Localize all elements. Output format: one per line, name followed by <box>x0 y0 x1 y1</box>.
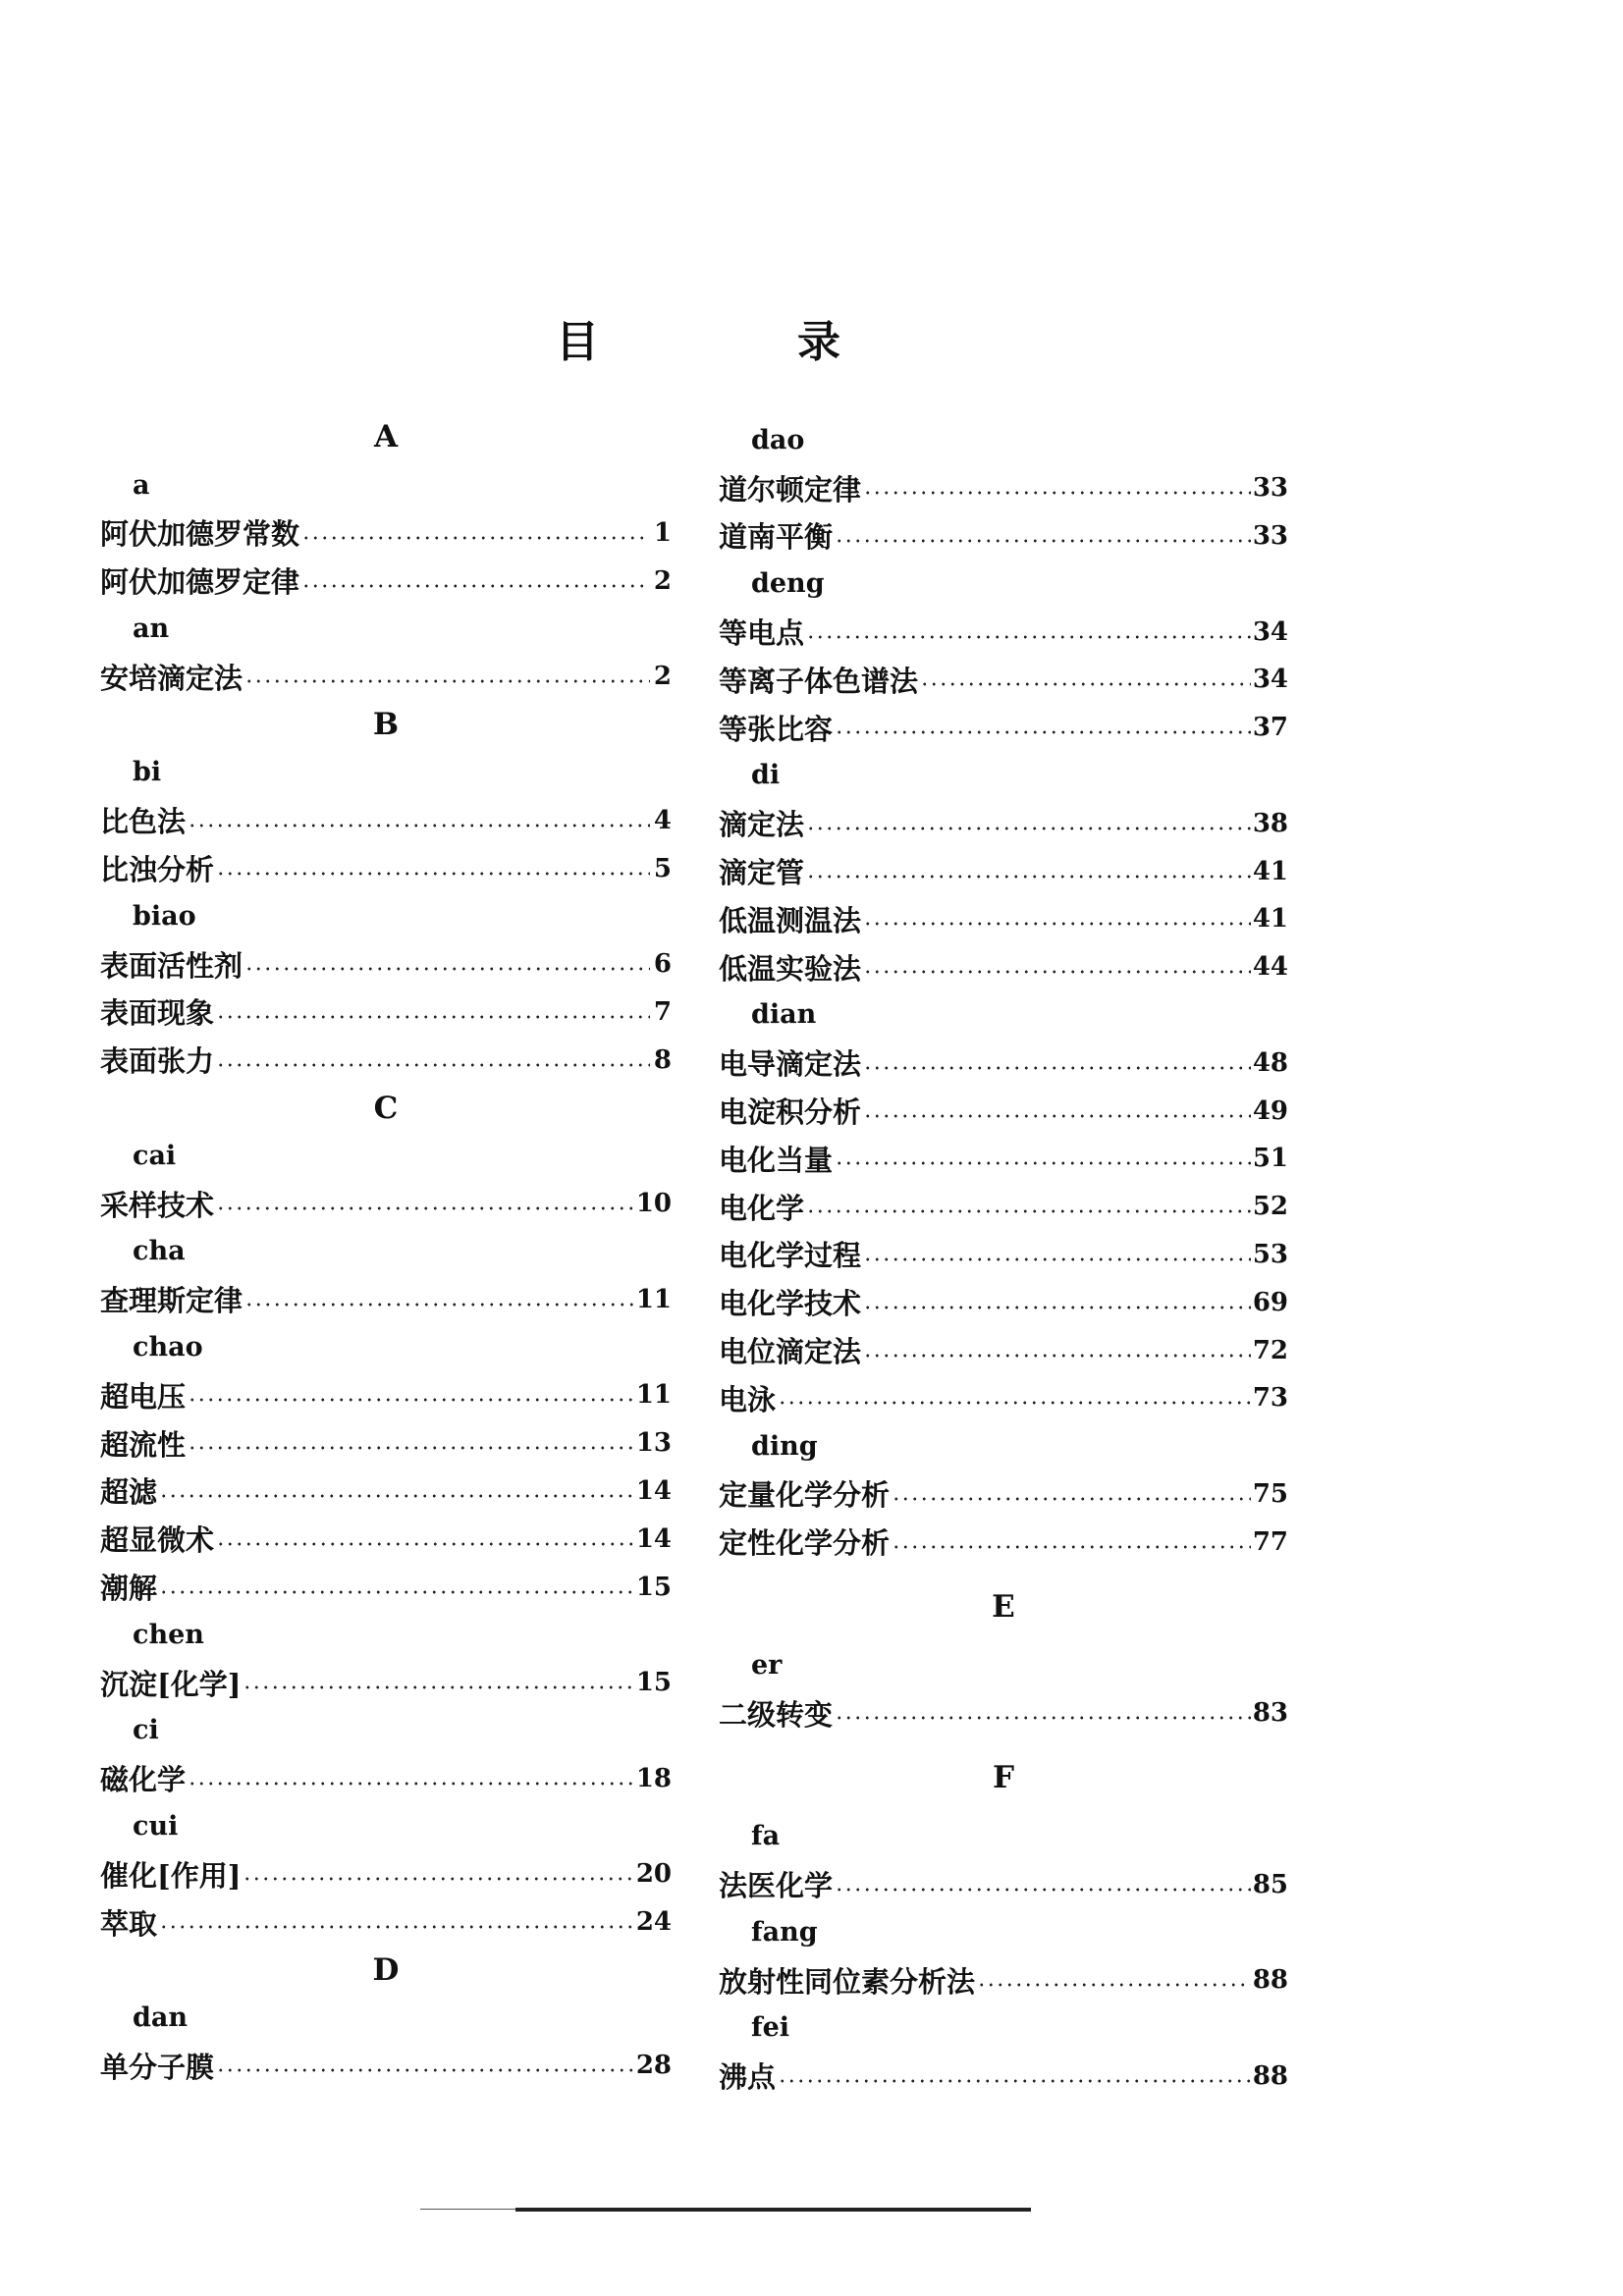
toc-entry[interactable] <box>100 1754 672 1802</box>
toc-entry-title: 定性化学分析 <box>719 1526 891 1561</box>
toc-entry-title: 滴定管 <box>719 856 805 890</box>
toc-entry-page: 7 <box>653 996 672 1027</box>
dot-leader <box>216 1014 650 1020</box>
toc-entry-page: 73 <box>1252 1383 1288 1414</box>
toc-entry[interactable] <box>100 1563 672 1611</box>
dot-leader <box>863 1113 1251 1119</box>
page-title-char-2: 录 <box>797 317 840 367</box>
page-title-char-1: 目 <box>556 317 599 367</box>
section-letter-heading: F <box>992 1759 1014 1795</box>
toc-entry[interactable] <box>100 1180 672 1228</box>
toc-entry[interactable] <box>719 943 1288 991</box>
toc-entry-title: 萃取 <box>100 1906 158 1941</box>
toc-entry-title: 电位滴定法 <box>719 1335 862 1369</box>
toc-entry[interactable] <box>719 1278 1288 1326</box>
pinyin-subheading: a <box>133 469 150 501</box>
toc-entry-page: 14 <box>635 1523 672 1554</box>
toc-entry[interactable] <box>100 1850 672 1898</box>
toc-entry-title: 法医化学 <box>719 1869 834 1902</box>
toc-entry[interactable] <box>719 1183 1288 1231</box>
toc-entry-page: 28 <box>635 2051 672 2081</box>
pinyin-subheading: dian <box>751 999 817 1031</box>
toc-entry-title: 超滤 <box>100 1475 158 1510</box>
pinyin-subheading: an <box>133 614 170 645</box>
toc-entry-page: 8 <box>653 1044 672 1075</box>
toc-entry-page: 44 <box>1252 952 1288 983</box>
toc-entry-page: 2 <box>653 565 672 596</box>
toc-entry-title: 电泳 <box>719 1382 777 1416</box>
pinyin-subheading: fa <box>751 1821 781 1852</box>
toc-entry-title: 电化学过程 <box>719 1239 862 1273</box>
dot-leader <box>920 681 1251 687</box>
pinyin-subheading: er <box>751 1649 783 1681</box>
toc-entry-page: 2 <box>653 662 672 692</box>
toc-entry-page: 69 <box>1252 1287 1288 1317</box>
toc-entry[interactable] <box>100 1898 672 1947</box>
toc-entry[interactable] <box>100 1275 672 1323</box>
toc-entry-page: 41 <box>1252 904 1288 934</box>
dot-leader <box>188 823 650 828</box>
toc-entry-title: 等电点 <box>719 616 805 651</box>
toc-left-column <box>100 413 672 2090</box>
dot-leader <box>863 969 1251 975</box>
toc-entry[interactable] <box>719 656 1288 704</box>
toc-entry-page: 48 <box>1252 1047 1288 1078</box>
dot-leader <box>778 1400 1251 1406</box>
toc-entry[interactable] <box>719 1231 1288 1279</box>
dot-leader <box>977 1982 1251 1988</box>
toc-entry-title: 阿伏加德罗常数 <box>100 517 300 552</box>
toc-entry-page: 75 <box>1252 1478 1288 1509</box>
section-letter-heading: B <box>372 707 400 743</box>
pinyin-subheading: cui <box>133 1811 179 1842</box>
pinyin-subheading: dan <box>133 2002 189 2034</box>
toc-entry-page: 53 <box>1252 1239 1288 1269</box>
dot-leader <box>216 2067 634 2073</box>
toc-entry[interactable] <box>100 988 672 1037</box>
toc-entry-title: 电化学 <box>719 1191 805 1225</box>
pinyin-subheading: cai <box>133 1140 177 1171</box>
toc-entry-title: 比浊分析 <box>100 853 215 887</box>
dot-leader <box>835 1715 1251 1721</box>
toc-entry-title: 定量化学分析 <box>719 1478 891 1513</box>
pinyin-subheading: di <box>751 760 781 791</box>
toc-entry[interactable] <box>100 1371 672 1419</box>
toc-entry[interactable] <box>719 2052 1288 2100</box>
pinyin-subheading: dao <box>751 424 805 455</box>
toc-entry-page: 88 <box>1252 1965 1288 1996</box>
toc-entry-page: 38 <box>1252 808 1288 838</box>
toc-entry[interactable] <box>719 1689 1288 1737</box>
dot-leader <box>159 1924 634 1930</box>
toc-entry-title: 电化学技术 <box>719 1287 862 1321</box>
toc-entry-page: 51 <box>1252 1144 1288 1174</box>
dot-leader <box>159 1493 634 1499</box>
toc-entry-page: 6 <box>653 949 672 980</box>
toc-entry-page: 18 <box>635 1763 672 1793</box>
toc-entry-page: 41 <box>1252 856 1288 886</box>
toc-entry[interactable] <box>719 847 1288 895</box>
toc-entry-page: 15 <box>635 1572 672 1602</box>
dot-leader <box>244 678 650 684</box>
pinyin-subheading: cha <box>133 1236 186 1267</box>
toc-entry[interactable] <box>719 1860 1288 1908</box>
toc-entry[interactable] <box>100 1419 672 1468</box>
toc-entry-title: 查理斯定律 <box>100 1284 243 1318</box>
pinyin-subheading: deng <box>751 568 825 600</box>
footer-rule-thick <box>515 2208 1031 2212</box>
toc-entry-title: 潮解 <box>100 1572 158 1606</box>
toc-entry-page: 13 <box>635 1428 672 1459</box>
toc-entry-title: 沉淀[化学] <box>100 1667 242 1701</box>
pinyin-subheading: fei <box>751 2012 790 2044</box>
toc-entry-title: 放射性同位素分析法 <box>719 1964 976 1999</box>
toc-entry[interactable] <box>719 608 1288 656</box>
toc-entry[interactable] <box>100 2042 672 2090</box>
toc-entry[interactable] <box>719 704 1288 752</box>
toc-entry-title: 催化[作用] <box>100 1858 242 1893</box>
toc-entry-page: 5 <box>653 853 672 883</box>
toc-entry[interactable] <box>100 1036 672 1084</box>
toc-entry-page: 88 <box>1252 2060 1288 2091</box>
dot-leader <box>863 1256 1251 1262</box>
dot-leader <box>778 2078 1251 2084</box>
toc-entry-page: 49 <box>1252 1095 1288 1126</box>
dot-leader <box>188 1397 634 1403</box>
dot-leader <box>159 1589 634 1595</box>
dot-leader <box>892 1544 1251 1550</box>
dot-leader <box>863 490 1251 496</box>
toc-entry-page: 33 <box>1252 473 1288 504</box>
toc-entry-page: 11 <box>635 1380 672 1411</box>
toc-entry[interactable] <box>719 1374 1288 1422</box>
dot-leader <box>863 1353 1251 1359</box>
toc-entry[interactable] <box>719 464 1288 512</box>
dot-leader <box>806 826 1251 831</box>
dot-leader <box>243 1876 633 1882</box>
toc-entry[interactable] <box>719 1039 1288 1087</box>
dot-leader <box>863 1305 1251 1310</box>
toc-entry-title: 低温实验法 <box>719 951 862 986</box>
toc-entry[interactable] <box>719 1087 1288 1135</box>
toc-entry-title: 采样技术 <box>100 1188 215 1222</box>
toc-entry-page: 37 <box>1252 713 1288 743</box>
toc-entry-title: 电导滴定法 <box>719 1047 862 1082</box>
toc-entry-title: 等离子体色谱法 <box>719 664 919 698</box>
toc-entry-title: 沸点 <box>719 2060 777 2095</box>
pinyin-subheading: chen <box>133 1619 204 1650</box>
dot-leader <box>835 1160 1251 1166</box>
toc-entry[interactable] <box>719 1956 1288 2004</box>
toc-entry-page: 83 <box>1252 1698 1288 1729</box>
dot-leader <box>806 1208 1251 1214</box>
toc-entry-page: 24 <box>635 1907 672 1938</box>
toc-entry[interactable] <box>100 653 672 701</box>
pinyin-subheading: bi <box>133 757 162 788</box>
dot-leader <box>835 729 1251 735</box>
toc-entry-page: 15 <box>635 1668 672 1698</box>
toc-entry-title: 表面现象 <box>100 996 215 1031</box>
toc-entry[interactable] <box>100 844 672 892</box>
toc-entry[interactable] <box>100 1659 672 1707</box>
dot-leader <box>301 583 650 589</box>
toc-entry-title: 二级转变 <box>719 1697 834 1732</box>
dot-leader <box>835 1887 1251 1893</box>
toc-entry[interactable] <box>719 1518 1288 1566</box>
dot-leader <box>863 921 1251 927</box>
dot-leader <box>216 871 650 877</box>
toc-entry[interactable] <box>719 799 1288 847</box>
toc-entry-title: 表面活性剂 <box>100 948 243 983</box>
toc-entry[interactable] <box>100 1515 672 1563</box>
toc-entry-page: 11 <box>635 1284 672 1314</box>
toc-entry-title: 滴定法 <box>719 808 805 842</box>
toc-entry-page: 77 <box>1252 1526 1288 1557</box>
dot-leader <box>216 1062 650 1068</box>
dot-leader <box>216 1205 634 1211</box>
toc-entry[interactable] <box>100 940 672 988</box>
toc-entry-page: 14 <box>635 1475 672 1506</box>
section-letter-heading: E <box>992 1588 1015 1625</box>
toc-entry-title: 超流性 <box>100 1427 187 1462</box>
pinyin-subheading: biao <box>133 900 196 932</box>
pinyin-subheading: fang <box>751 1916 818 1948</box>
dot-leader <box>892 1496 1251 1502</box>
toc-entry-page: 34 <box>1252 665 1288 695</box>
toc-entry[interactable] <box>100 796 672 844</box>
toc-entry-page: 33 <box>1252 520 1288 551</box>
toc-entry-title: 超电压 <box>100 1379 187 1414</box>
toc-entry[interactable] <box>719 1470 1288 1519</box>
toc-entry[interactable] <box>719 895 1288 943</box>
toc-entry-title: 安培滴定法 <box>100 661 243 695</box>
pinyin-subheading: ci <box>133 1715 159 1746</box>
toc-right-column <box>719 416 1288 2100</box>
toc-entry[interactable] <box>100 509 672 558</box>
dot-leader <box>301 535 650 541</box>
toc-entry-title: 低温测温法 <box>719 903 862 937</box>
toc-entry-title: 等张比容 <box>719 712 834 746</box>
section-letter-heading: C <box>373 1090 399 1126</box>
toc-entry-page: 34 <box>1252 616 1288 647</box>
toc-entry-title: 道南平衡 <box>719 520 834 555</box>
dot-leader <box>188 1445 634 1451</box>
dot-leader <box>806 874 1251 880</box>
toc-entry-title: 磁化学 <box>100 1763 187 1797</box>
toc-entry-title: 电化当量 <box>719 1143 834 1177</box>
toc-entry[interactable] <box>100 557 672 605</box>
toc-entry-title: 超显微术 <box>100 1523 215 1558</box>
toc-entry-title: 比色法 <box>100 805 187 839</box>
dot-leader <box>806 634 1251 640</box>
toc-entry-title: 阿伏加德罗定律 <box>100 565 300 600</box>
pinyin-subheading: chao <box>133 1332 203 1363</box>
toc-entry-page: 72 <box>1252 1335 1288 1365</box>
toc-entry-page: 4 <box>653 805 672 835</box>
dot-leader <box>835 538 1251 544</box>
dot-leader <box>188 1781 634 1787</box>
dot-leader <box>863 1065 1251 1071</box>
toc-entry[interactable] <box>719 512 1288 561</box>
section-letter-heading: D <box>372 1951 400 1988</box>
dot-leader <box>243 1684 633 1690</box>
toc-entry[interactable] <box>719 1135 1288 1183</box>
toc-entry-page: 85 <box>1252 1869 1288 1899</box>
toc-entry-title: 电淀积分析 <box>719 1095 862 1130</box>
toc-entry-page: 20 <box>635 1859 672 1890</box>
pinyin-subheading: ding <box>751 1430 818 1462</box>
toc-entry-page: 52 <box>1252 1192 1288 1222</box>
toc-entry-title: 单分子膜 <box>100 2050 215 2084</box>
toc-entry-title: 道尔顿定律 <box>719 472 862 507</box>
section-letter-heading: A <box>373 419 399 455</box>
dot-leader <box>216 1541 634 1547</box>
toc-entry[interactable] <box>100 1468 672 1516</box>
toc-entry-title: 表面张力 <box>100 1044 215 1079</box>
dot-leader <box>244 1302 634 1308</box>
dot-leader <box>244 966 650 972</box>
toc-entry[interactable] <box>719 1326 1288 1374</box>
toc-entry-page: 1 <box>653 517 672 548</box>
toc-entry-page: 10 <box>635 1189 672 1219</box>
